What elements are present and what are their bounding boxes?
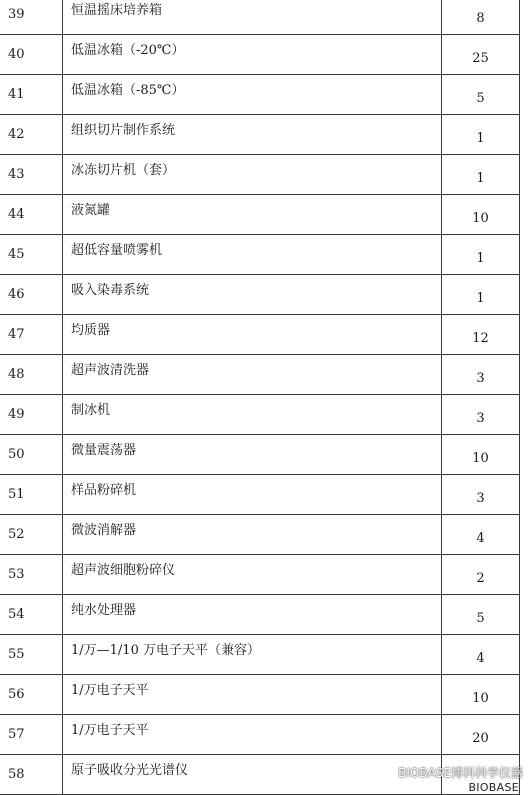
quantity: 1: [476, 290, 485, 306]
quantity-cell: [442, 75, 520, 115]
equipment-name: 微波消解器: [71, 522, 137, 538]
quantity-cell: [442, 475, 520, 515]
quantity-cell: [442, 395, 520, 435]
table-row: [0, 235, 520, 275]
quantity-cell: [442, 595, 520, 635]
equipment-name: 吸入染毒系统: [71, 282, 150, 298]
quantity-cell: [442, 515, 520, 555]
row-number: 58: [8, 766, 25, 782]
equipment-name-cell: [63, 195, 442, 235]
quantity: 12: [472, 330, 489, 346]
row-number-cell: [0, 555, 63, 595]
equipment-name: 冰冻切片机（套）: [71, 162, 176, 178]
equipment-name-cell: [63, 675, 442, 715]
table-row: [0, 35, 520, 75]
equipment-name-cell: [63, 475, 442, 515]
row-number: 55: [8, 646, 25, 662]
table-row: [0, 675, 520, 715]
row-number: 54: [8, 606, 25, 622]
equipment-name-cell: [63, 515, 442, 555]
table-row: [0, 435, 520, 475]
equipment-name-cell: [63, 275, 442, 315]
equipment-name: 均质器: [71, 322, 111, 338]
equipment-name: 制冰机: [71, 402, 111, 418]
equipment-name: 液氮罐: [71, 202, 111, 218]
row-number-cell: [0, 715, 63, 755]
quantity-cell: [442, 155, 520, 195]
equipment-name: 1/万—1/10 万电子天平（兼容）: [71, 642, 260, 658]
quantity-cell: [442, 355, 520, 395]
equipment-name-cell: [63, 435, 442, 475]
equipment-name-cell: [63, 635, 442, 675]
equipment-name-cell: [63, 235, 442, 275]
quantity-cell: [442, 635, 520, 675]
equipment-name-cell: [63, 75, 442, 115]
quantity: 5: [476, 90, 485, 106]
quantity: 10: [472, 690, 489, 706]
quantity-cell: [442, 435, 520, 475]
table-row: [0, 0, 520, 35]
row-number: 56: [8, 686, 25, 702]
table-row: [0, 595, 520, 635]
wechat-icon: [378, 766, 394, 780]
equipment-name-cell: [63, 395, 442, 435]
equipment-name: 1/万电子天平: [71, 682, 149, 698]
equipment-name: 低温冰箱（-20℃）: [71, 42, 185, 58]
row-number: 41: [8, 86, 25, 102]
table-row: [0, 715, 520, 755]
quantity-cell: [442, 0, 520, 35]
equipment-name: 纯水处理器: [71, 602, 137, 618]
row-number: 44: [8, 206, 25, 222]
row-number-cell: [0, 755, 63, 795]
equipment-name: 低温冰箱（-85℃）: [71, 82, 185, 98]
row-number-cell: [0, 675, 63, 715]
equipment-name-cell: [63, 355, 442, 395]
row-number-cell: [0, 595, 63, 635]
table-row: [0, 395, 520, 435]
table-row: [0, 315, 520, 355]
row-number: 39: [8, 6, 25, 22]
row-number: 47: [8, 326, 25, 342]
equipment-name: 1/万电子天平: [71, 722, 149, 738]
equipment-name: 原子吸收分光光谱仪: [71, 762, 189, 778]
quantity: 10: [472, 450, 489, 466]
quantity: 4: [476, 530, 485, 546]
row-number-cell: [0, 635, 63, 675]
row-number-cell: [0, 35, 63, 75]
table-row: [0, 475, 520, 515]
row-number-cell: [0, 395, 63, 435]
quantity: 10: [472, 210, 489, 226]
equipment-name: 恒温摇床培养箱: [71, 2, 163, 18]
watermark: [378, 764, 523, 781]
equipment-name: 超低容量喷雾机: [71, 242, 163, 258]
equipment-name: 超声波清洗器: [71, 362, 150, 378]
quantity: 3: [476, 370, 485, 386]
row-number-cell: [0, 0, 63, 35]
quantity-cell: [442, 715, 520, 755]
quantity-cell: [442, 555, 520, 595]
row-number-cell: [0, 515, 63, 555]
quantity-cell: [442, 235, 520, 275]
row-number: 43: [8, 166, 25, 182]
quantity: 25: [472, 50, 489, 66]
equipment-name-cell: [63, 0, 442, 35]
quantity-cell: [442, 675, 520, 715]
row-number-cell: [0, 315, 63, 355]
row-number-cell: [0, 195, 63, 235]
quantity-cell: [442, 35, 520, 75]
row-number: 52: [8, 526, 25, 542]
row-number: 46: [8, 286, 25, 302]
row-number-cell: [0, 75, 63, 115]
table-row: [0, 555, 520, 595]
table-row: [0, 275, 520, 315]
equipment-name-cell: [63, 115, 442, 155]
quantity-cell: [442, 275, 520, 315]
row-number: 57: [8, 726, 25, 742]
row-number: 42: [8, 126, 25, 142]
row-number: 50: [8, 446, 25, 462]
row-number: 53: [8, 566, 25, 582]
row-number: 48: [8, 366, 25, 382]
equipment-name: 微量震荡器: [71, 442, 137, 458]
equipment-name-cell: [63, 35, 442, 75]
quantity-cell: [442, 115, 520, 155]
row-number-cell: [0, 115, 63, 155]
quantity: 1: [476, 250, 485, 266]
table-row: [0, 195, 520, 235]
quantity: 20: [472, 730, 489, 746]
row-number: 40: [8, 46, 25, 62]
brand-label: BIOBASE: [468, 781, 519, 794]
row-number-cell: [0, 435, 63, 475]
table-row: [0, 355, 520, 395]
row-number-cell: [0, 275, 63, 315]
row-number: 45: [8, 246, 25, 262]
table-row: [0, 515, 520, 555]
row-number: 51: [8, 486, 25, 502]
table-row: [0, 635, 520, 675]
row-number-cell: [0, 235, 63, 275]
equipment-name-cell: [63, 595, 442, 635]
row-number-cell: [0, 475, 63, 515]
quantity: 8: [476, 10, 485, 26]
table-row: [0, 155, 520, 195]
row-number-cell: [0, 355, 63, 395]
quantity-cell: [442, 195, 520, 235]
equipment-name-cell: [63, 315, 442, 355]
quantity: 3: [476, 490, 485, 506]
quantity: 3: [476, 410, 485, 426]
quantity: 5: [476, 610, 485, 626]
quantity: 2: [476, 570, 485, 586]
equipment-name-cell: [63, 555, 442, 595]
quantity-cell: [442, 315, 520, 355]
row-number: 49: [8, 406, 25, 422]
quantity: 1: [476, 130, 485, 146]
table-row: [0, 115, 520, 155]
watermark-text: BIOBASE博科科学仪器: [398, 766, 523, 780]
equipment-name: 样品粉碎机: [71, 482, 137, 498]
equipment-name: 超声波细胞粉碎仪: [71, 562, 176, 578]
equipment-name-cell: [63, 155, 442, 195]
row-number-cell: [0, 155, 63, 195]
equipment-name: 组织切片制作系统: [71, 122, 176, 138]
table-row: [0, 75, 520, 115]
quantity: 4: [476, 650, 485, 666]
quantity: 1: [476, 170, 485, 186]
equipment-name-cell: [63, 715, 442, 755]
